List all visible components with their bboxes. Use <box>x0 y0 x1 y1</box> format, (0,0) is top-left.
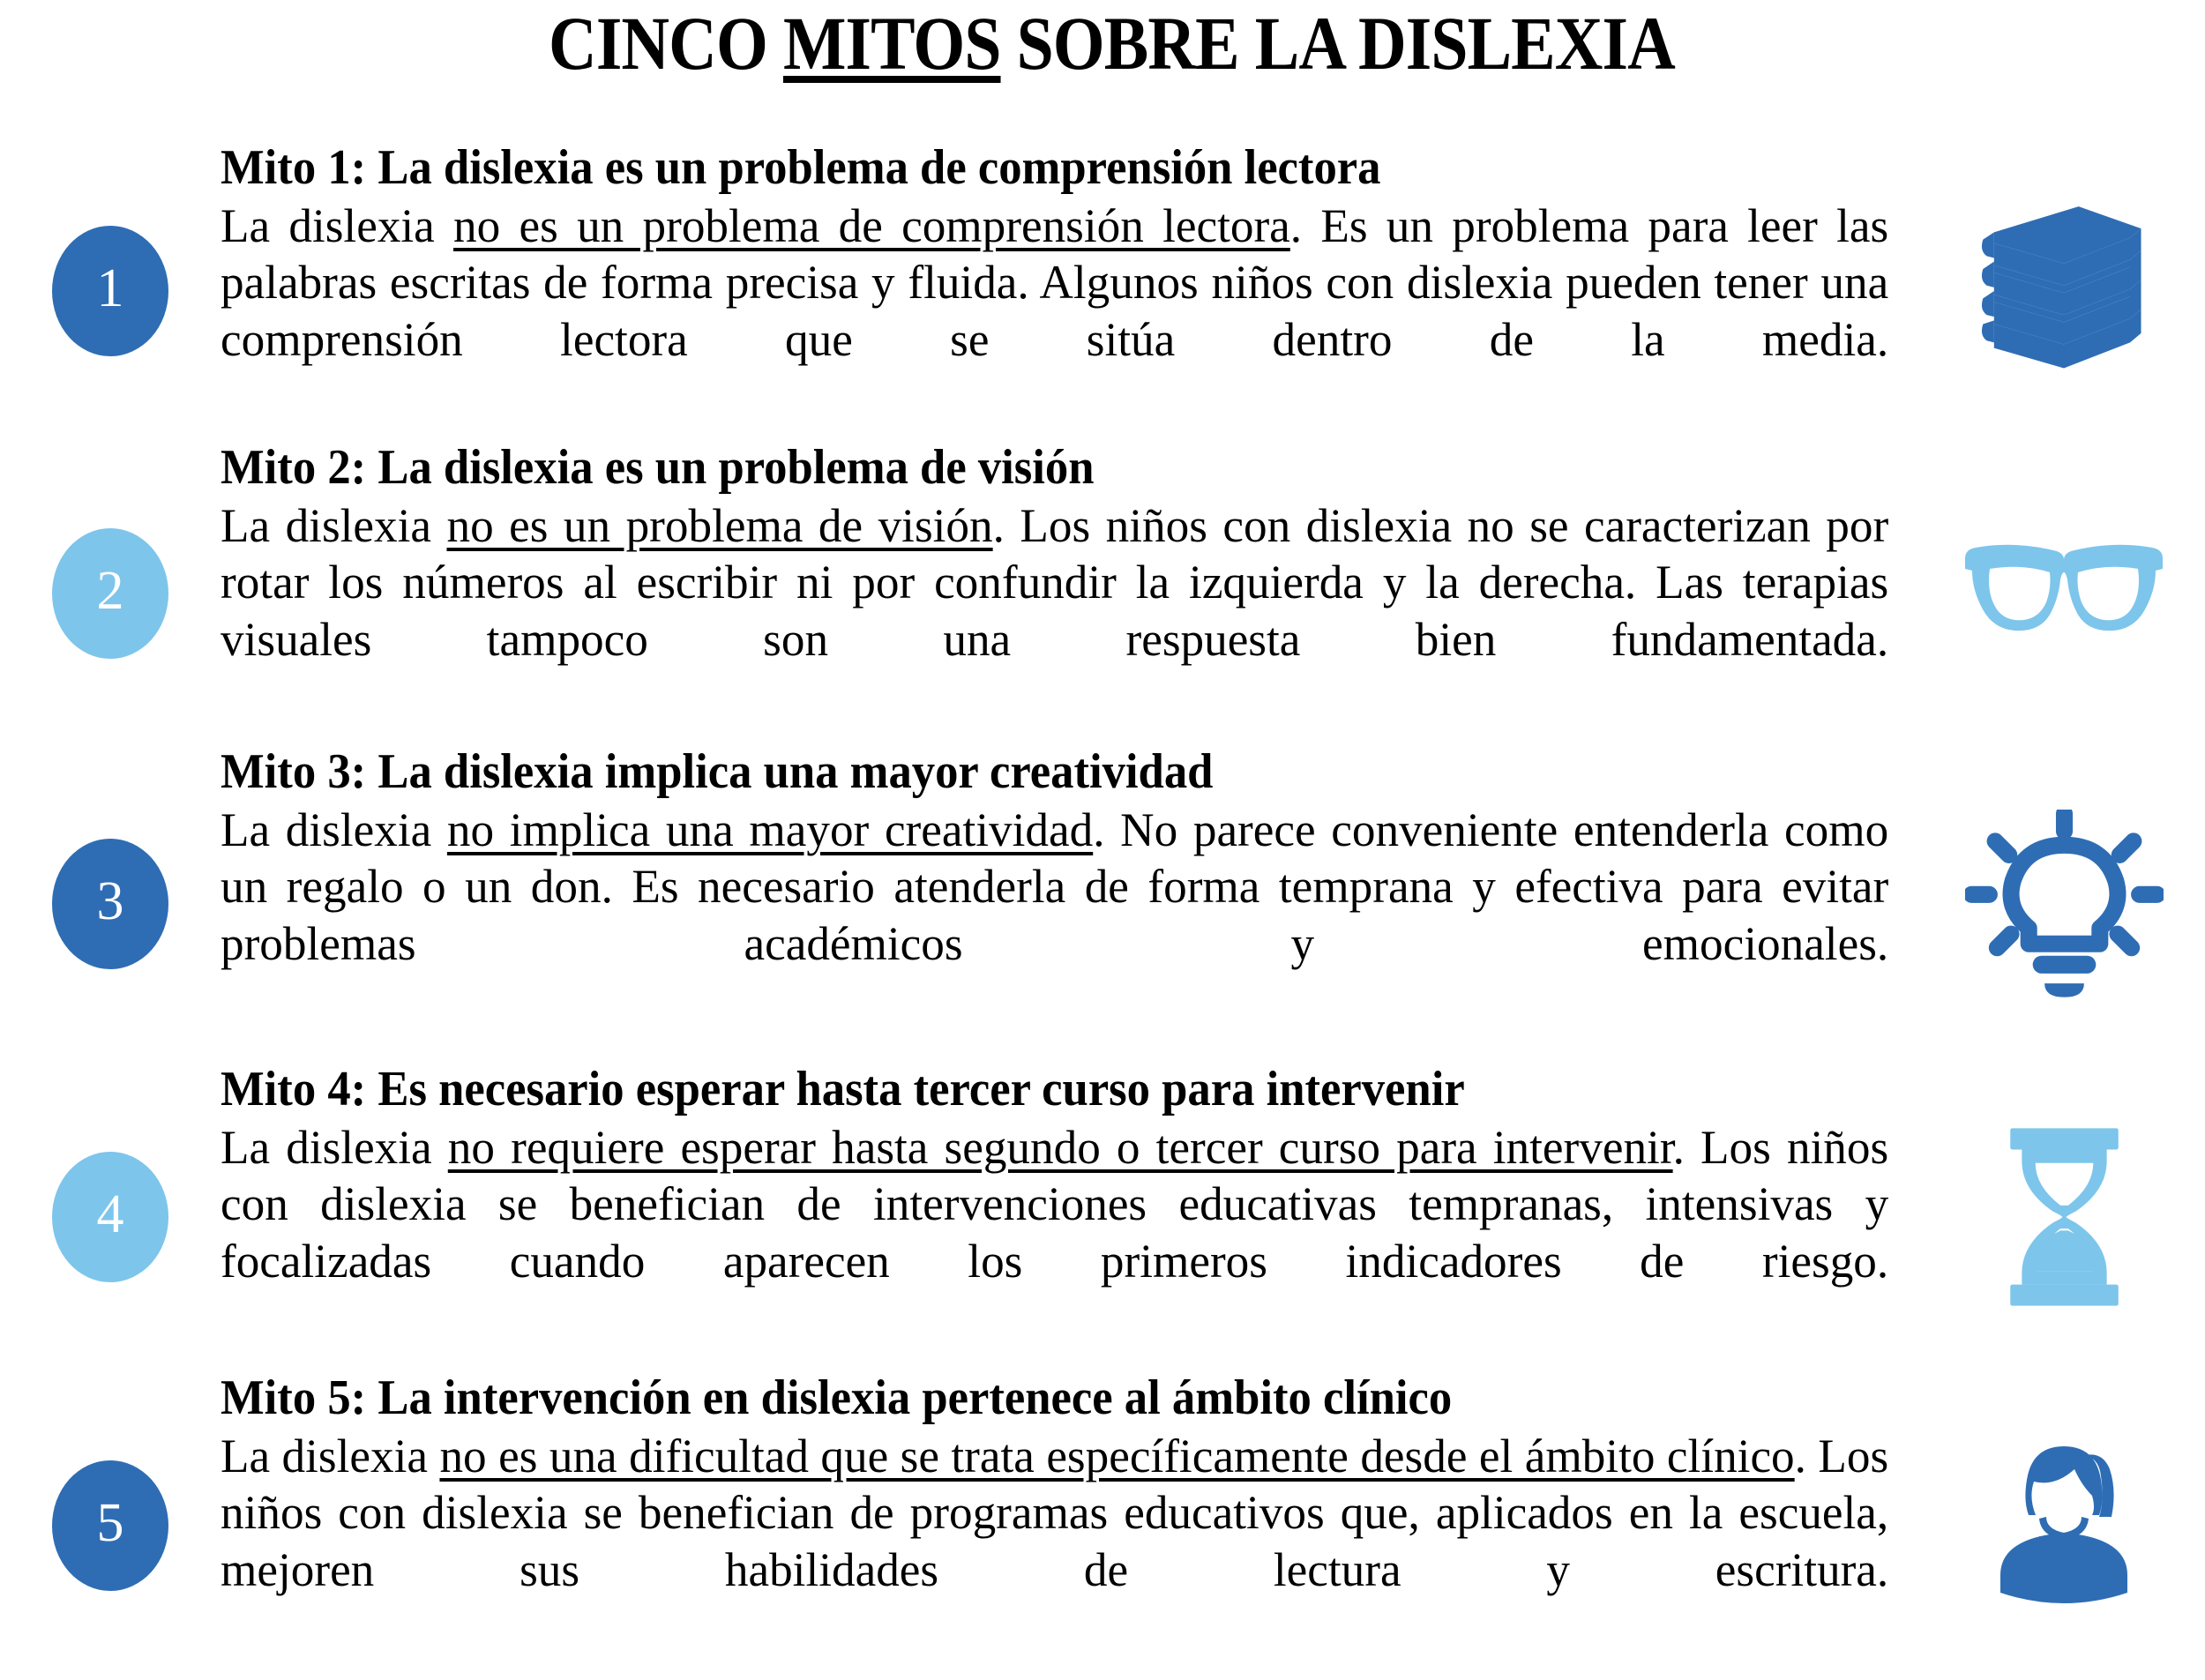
myth-body <box>220 1428 1888 1656</box>
myth-item <box>0 1063 2205 1371</box>
myth-body-underlined: no implica una mayor creatividad <box>446 803 1094 856</box>
myth-badge-container <box>0 226 220 356</box>
myth-badge-container <box>0 839 220 969</box>
myth-number-badge <box>52 1460 168 1591</box>
myth-body-underlined: no requiere esperar hasta segundo o tercer curso para intervenir <box>447 1120 1673 1174</box>
hourglass-icon <box>2000 1124 2128 1310</box>
page-title <box>0 1 2205 86</box>
myth-body-lead: La dislexia <box>220 498 447 552</box>
myth-text-block <box>220 1371 1923 1656</box>
myth-body-lead: La dislexia <box>220 1120 448 1174</box>
myth-number-badge <box>52 839 168 969</box>
myth-badge-container <box>0 528 220 659</box>
myth-body-rest: . No parece conveniente entenderla como un regalo o un don. Es necesario atenderla de forma temprana y efectiva para evitar problemas académicos y emocionales. <box>220 803 1889 971</box>
myth-body <box>220 198 1888 426</box>
myth-body-rest: . Los niños con dislexia se benefician de programas educativos que, aplicados en la escuela, mejoren sus habilidades de lectura y escritura. <box>220 1429 1889 1597</box>
myth-number-badge <box>52 226 168 356</box>
myth-list <box>0 141 2205 1680</box>
myth-number: 4 <box>96 1184 124 1244</box>
myth-heading: Mito 3: La dislexia implica una mayor creatividad <box>220 744 1214 799</box>
myth-body-lead: La dislexia <box>220 198 454 252</box>
myth-text-block <box>220 745 1923 1030</box>
myth-body-rest: . Los niños con dislexia se benefician de intervenciones educativas tempranas, intensivas y focalizadas cuando aparecen los primeros indicadores de riesgo. <box>220 1120 1889 1288</box>
myth-number: 1 <box>96 258 124 318</box>
female-doctor-icon <box>1976 1437 2152 1614</box>
myth-body-lead: La dislexia <box>220 803 447 856</box>
myth-badge-container <box>0 1152 220 1282</box>
myth-body-rest: . Es un problema para leer las palabras escritas de forma precisa y fluida. Algunos niños con dislexia pueden tener una comprensión lectora que se sitúa dentro de la media. <box>220 198 1889 367</box>
myth-icon-container <box>1923 536 2205 651</box>
myth-heading: Mito 2: La dislexia es un problema de visión <box>220 440 1095 495</box>
myth-number-badge <box>52 528 168 659</box>
myth-body <box>220 802 1888 1030</box>
myth-body-underlined: no es un problema de comprensión lectora <box>453 198 1290 252</box>
myth-body <box>220 497 1888 726</box>
title-before: CINCO <box>548 1 783 86</box>
myth-number: 3 <box>96 871 124 931</box>
eyeglasses-icon <box>1958 536 2170 651</box>
myth-number: 5 <box>96 1493 124 1553</box>
myth-number: 2 <box>96 560 124 621</box>
page-title-text <box>548 1 1675 86</box>
title-underlined-word: MITOS <box>782 1 1001 86</box>
myth-icon-container <box>1923 1437 2205 1614</box>
myth-icon-container <box>1923 1124 2205 1310</box>
myth-text-block <box>220 441 1923 726</box>
myth-text-block <box>220 1063 1923 1348</box>
myth-badge-container <box>0 1460 220 1591</box>
myth-text-block <box>220 141 1923 426</box>
myth-heading: Mito 1: La dislexia es un problema de comprensión lectora <box>220 140 1381 195</box>
title-after: SOBRE LA DISLEXIA <box>1000 1 1675 86</box>
myth-item <box>0 745 2205 1063</box>
myth-item <box>0 141 2205 441</box>
myth-body-lead: La dislexia <box>220 1429 440 1482</box>
myth-heading: Mito 5: La intervención en dislexia pertenece al ámbito clínico <box>220 1370 1453 1425</box>
myth-icon-container <box>1923 203 2205 379</box>
myth-item <box>0 441 2205 745</box>
myth-heading: Mito 4: Es necesario esperar hasta tercer curso para intervenir <box>220 1062 1465 1116</box>
lightbulb-icon <box>1965 810 2164 999</box>
myth-icon-container <box>1923 810 2205 999</box>
myth-number-badge <box>52 1152 168 1282</box>
myth-body <box>220 1119 1888 1348</box>
myth-body-underlined: no es un problema de visión <box>446 498 993 552</box>
myth-body-rest: . Los niños con dislexia no se caracterizan por rotar los números al escribir ni por confundir la izquierda y la derecha. Las terapias visuales tampoco son una respuesta bien fundamentada. <box>220 498 1889 667</box>
myth-body-underlined: no es una dificultad que se trata específicamente desde el ámbito clínico <box>439 1429 1795 1482</box>
stacked-books-icon <box>1971 203 2156 379</box>
